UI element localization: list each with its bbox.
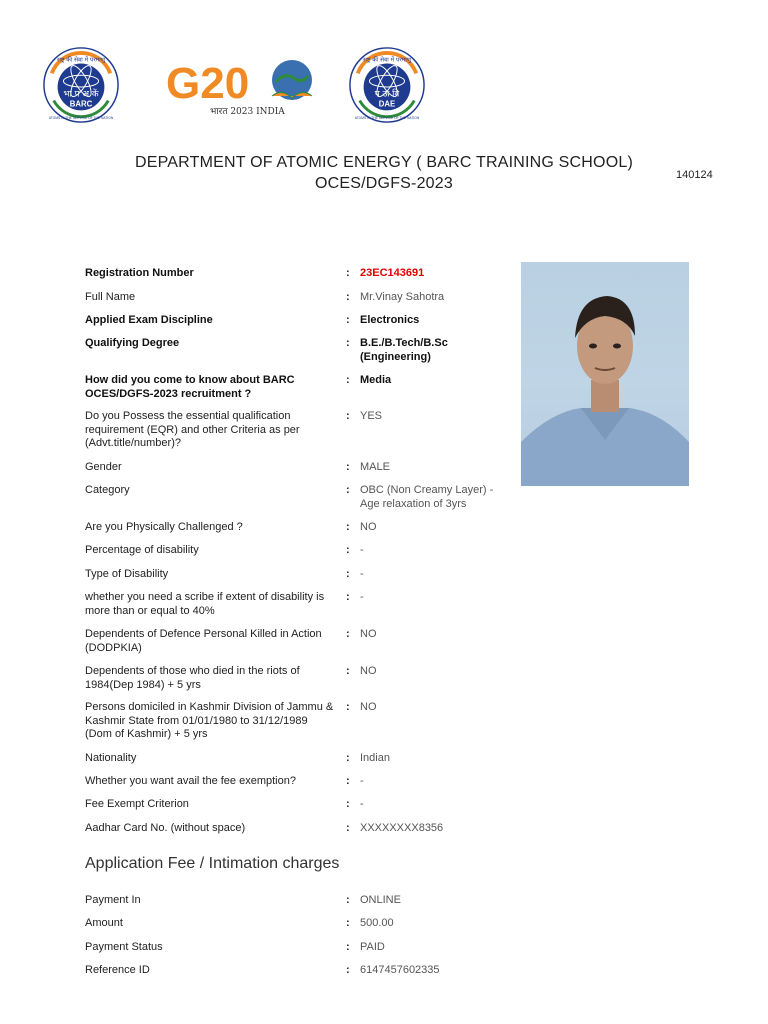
field-value: YES <box>360 410 383 422</box>
field-colon: : <box>346 775 350 787</box>
field-value: NO <box>360 665 377 677</box>
field-value: Mr.Vinay Sahotra <box>360 291 445 303</box>
field-colon: : <box>346 701 350 713</box>
field-colon: : <box>346 374 350 386</box>
field-value: Indian <box>360 752 390 764</box>
field-value: NO <box>360 628 377 640</box>
field-colon: : <box>346 410 350 422</box>
field-label: Qualifying Degree <box>85 337 180 349</box>
field-colon: : <box>346 484 350 496</box>
field-label: Payment In <box>85 894 141 906</box>
field-label: Registration Number <box>85 267 194 279</box>
field-label: whether you need a scribe if extent of disability is more than or equal to 40% <box>85 591 325 617</box>
svg-text:BARC: BARC <box>69 99 93 109</box>
field-value: 23EC143691 <box>360 267 425 279</box>
field-value: - <box>360 591 364 603</box>
field-label: Dependents of Defence Personal Killed in Action (DODPKIA) <box>85 628 322 654</box>
field-colon: : <box>346 917 350 929</box>
field-colon: : <box>346 544 350 556</box>
applicant-photo <box>521 262 689 486</box>
field-label: Nationality <box>85 752 137 764</box>
field-value: Electronics <box>360 314 420 326</box>
field-label: Dependents of those who died in the riots of 1984(Dep 1984) + 5 yrs <box>85 665 300 691</box>
field-label: Whether you want avail the fee exemption? <box>85 775 296 787</box>
field-label: Amount <box>85 917 123 929</box>
field-colon: : <box>346 822 350 834</box>
field-label: Type of Disability <box>85 568 169 580</box>
field-value: - <box>360 775 364 787</box>
field-colon: : <box>346 291 350 303</box>
field-colon: : <box>346 665 350 677</box>
field-label: How did you come to know about BARC OCES/DGFS-2023 recruitment ? <box>85 374 295 400</box>
field-value: 500.00 <box>360 917 394 929</box>
reference-code: 140124 <box>676 169 713 181</box>
field-value: 6147457602335 <box>360 964 440 976</box>
svg-text:G20: G20 <box>166 59 250 108</box>
field-value: B.E./B.Tech/B.Sc (Engineering) <box>360 337 448 363</box>
field-colon: : <box>346 461 350 473</box>
field-value: NO <box>360 521 377 533</box>
field-colon: : <box>346 798 350 810</box>
svg-text:भारत 2023 INDIA: भारत 2023 INDIA <box>210 107 285 117</box>
field-colon: : <box>346 267 350 279</box>
barc-logo <box>42 46 120 124</box>
field-colon: : <box>346 568 350 580</box>
svg-text:DAE: DAE <box>378 99 396 109</box>
field-value: XXXXXXXX8356 <box>360 822 444 834</box>
field-colon: : <box>346 941 350 953</box>
field-label: Percentage of disability <box>85 544 199 556</box>
dae-logo <box>348 46 426 124</box>
field-value: Media <box>360 374 392 386</box>
field-label: Payment Status <box>85 941 163 953</box>
field-label: Gender <box>85 461 122 473</box>
field-value: PAID <box>360 941 385 953</box>
field-value: - <box>360 544 364 556</box>
svg-text:भा प अ कें: भा प अ कें <box>63 89 99 100</box>
field-label: Fee Exempt Criterion <box>85 798 189 810</box>
field-colon: : <box>346 894 350 906</box>
fee-section-heading: Application Fee / Intimation charges <box>85 855 340 872</box>
field-colon: : <box>346 521 350 533</box>
field-value: - <box>360 568 364 580</box>
header-logos <box>42 44 462 124</box>
title-line-2: OCES/DGFS-2023 <box>315 175 453 192</box>
svg-text:राष्ट्र की सेवा में परमाणु: राष्ट्र की सेवा में परमाणु <box>363 57 411 64</box>
field-colon: : <box>346 752 350 764</box>
field-label: Reference ID <box>85 964 150 976</box>
field-label: Do you Possess the essential qualification requirement (EQR) and other Criteria as per (Advt.title/number)? <box>85 410 300 449</box>
field-colon: : <box>346 964 350 976</box>
field-value: NO <box>360 701 377 713</box>
svg-text:ATOMS IN THE SERVICE OF THE NA: ATOMS IN THE SERVICE OF THE NATION <box>354 116 420 121</box>
svg-text:प ऊ वि: प ऊ वि <box>374 89 400 100</box>
field-colon: : <box>346 337 350 349</box>
svg-text:राष्ट्र की सेवा में परमाणु: राष्ट्र की सेवा में परमाणु <box>57 57 105 64</box>
field-label: Category <box>85 484 130 496</box>
field-value: - <box>360 798 364 810</box>
field-label: Full Name <box>85 291 136 303</box>
field-value: ONLINE <box>360 894 401 906</box>
field-colon: : <box>346 591 350 603</box>
field-value: OBC (Non Creamy Layer) - Age relaxation of 3yrs <box>360 484 494 510</box>
svg-text:ATOMS IN THE SERVICE OF THE NA: ATOMS IN THE SERVICE OF THE NATION <box>48 116 114 121</box>
field-value: MALE <box>360 461 390 473</box>
title-line-1: DEPARTMENT OF ATOMIC ENERGY ( BARC TRAINING SCHOOL) <box>135 154 633 171</box>
page-title <box>0 152 768 194</box>
field-colon: : <box>346 314 350 326</box>
field-label: Applied Exam Discipline <box>85 314 213 326</box>
field-label: Aadhar Card No. (without space) <box>85 822 246 834</box>
g20-logo <box>164 52 334 118</box>
field-label: Are you Physically Challenged ? <box>85 521 243 533</box>
field-label: Persons domiciled in Kashmir Division of Jammu & Kashmir State from 01/01/1980 to 31/12/1989 (Dom of Kashmir) + 5 yrs <box>85 701 334 740</box>
field-colon: : <box>346 628 350 640</box>
